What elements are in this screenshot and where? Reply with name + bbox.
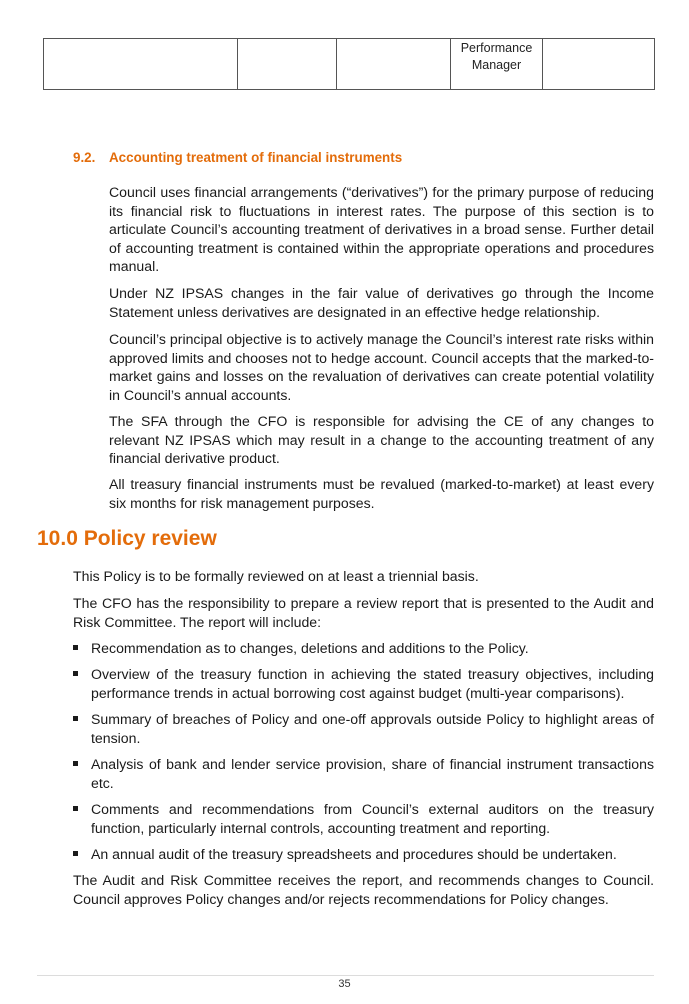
table-cell-responsible: Performance Manager bbox=[451, 39, 543, 90]
list-item-text: Comments and recommendations from Council’s external auditors on the treasury function, particularly internal controls, accounting treatment and reporting. bbox=[91, 801, 654, 836]
section-title: Accounting treatment of financial instruments bbox=[109, 150, 403, 165]
responsibility-table bbox=[43, 38, 655, 90]
paragraph: The CFO has the responsibility to prepare a review report that is presented to the Audit and Risk Committee. The report will include: bbox=[73, 595, 654, 630]
bullet-icon bbox=[73, 645, 78, 650]
section-heading-9-2 bbox=[73, 150, 402, 165]
paragraph: Under NZ IPSAS changes in the fair value of derivatives go through the Income Statement unless derivatives are designated in an effective hedge relationship. bbox=[109, 285, 654, 320]
list-item bbox=[73, 845, 654, 864]
paragraph: The Audit and Risk Committee receives the report, and recommends changes to Council. Council approves Policy changes and/or rejects recommendations for Policy changes. bbox=[73, 872, 654, 907]
paragraph: Council’s principal objective is to actively manage the Council’s interest rate risks within approved limits and chooses not to hedge account. Council accepts that the marked-to-market gains and losses on the revaluation of derivatives can create potential volatility in Council’s annual accounts. bbox=[109, 331, 654, 403]
list-item bbox=[73, 639, 654, 658]
page-number: 35 bbox=[338, 978, 351, 990]
bullet-icon bbox=[73, 671, 78, 676]
list-item-text: Analysis of bank and lender service provision, share of financial instrument transactions etc. bbox=[91, 756, 654, 791]
table-cell bbox=[44, 39, 238, 90]
list-item bbox=[73, 710, 654, 747]
table-cell bbox=[543, 39, 655, 90]
paragraph: This Policy is to be formally reviewed on at least a triennial basis. bbox=[73, 568, 479, 584]
paragraph: All treasury financial instruments must be revalued (marked-to-market) at least every six months for risk management purposes. bbox=[109, 476, 654, 511]
list-item-text: Recommendation as to changes, deletions and additions to the Policy. bbox=[91, 640, 529, 656]
list-item-text: Overview of the treasury function in achieving the stated treasury objectives, including performance trends in actual borrowing cost against budget (multi-year comparisons). bbox=[91, 666, 654, 701]
section-number: 9.2. bbox=[73, 150, 96, 165]
paragraph: The SFA through the CFO is responsible for advising the CE of any changes to relevant NZ IPSAS which may result in a change to the accounting treatment of any financial derivative product. bbox=[109, 413, 654, 466]
list-item bbox=[73, 665, 654, 702]
list-item bbox=[73, 800, 654, 837]
table-row bbox=[44, 39, 655, 90]
bullet-icon bbox=[73, 851, 78, 856]
bullet-icon bbox=[73, 716, 78, 721]
list-item bbox=[73, 755, 654, 792]
bullet-icon bbox=[73, 806, 78, 811]
paragraph: Council uses financial arrangements (“derivatives”) for the primary purpose of reducing its financial risk to fluctuations in interest rates. The purpose of this section is to articulate Council’s accounting treatment of derivatives in a broad sense. Further detail of accounting treatment is contained within the appropriate operations and procedures manual. bbox=[109, 184, 654, 274]
bullet-icon bbox=[73, 761, 78, 766]
list-item-text: An annual audit of the treasury spreadsheets and procedures should be undertaken. bbox=[91, 846, 617, 862]
list-item-text: Summary of breaches of Policy and one-off approvals outside Policy to highlight areas of tension. bbox=[91, 711, 654, 746]
table-cell bbox=[238, 39, 337, 90]
footer-divider bbox=[37, 975, 654, 976]
table-cell bbox=[337, 39, 451, 90]
section-heading-10: 10.0 Policy review bbox=[37, 527, 217, 550]
